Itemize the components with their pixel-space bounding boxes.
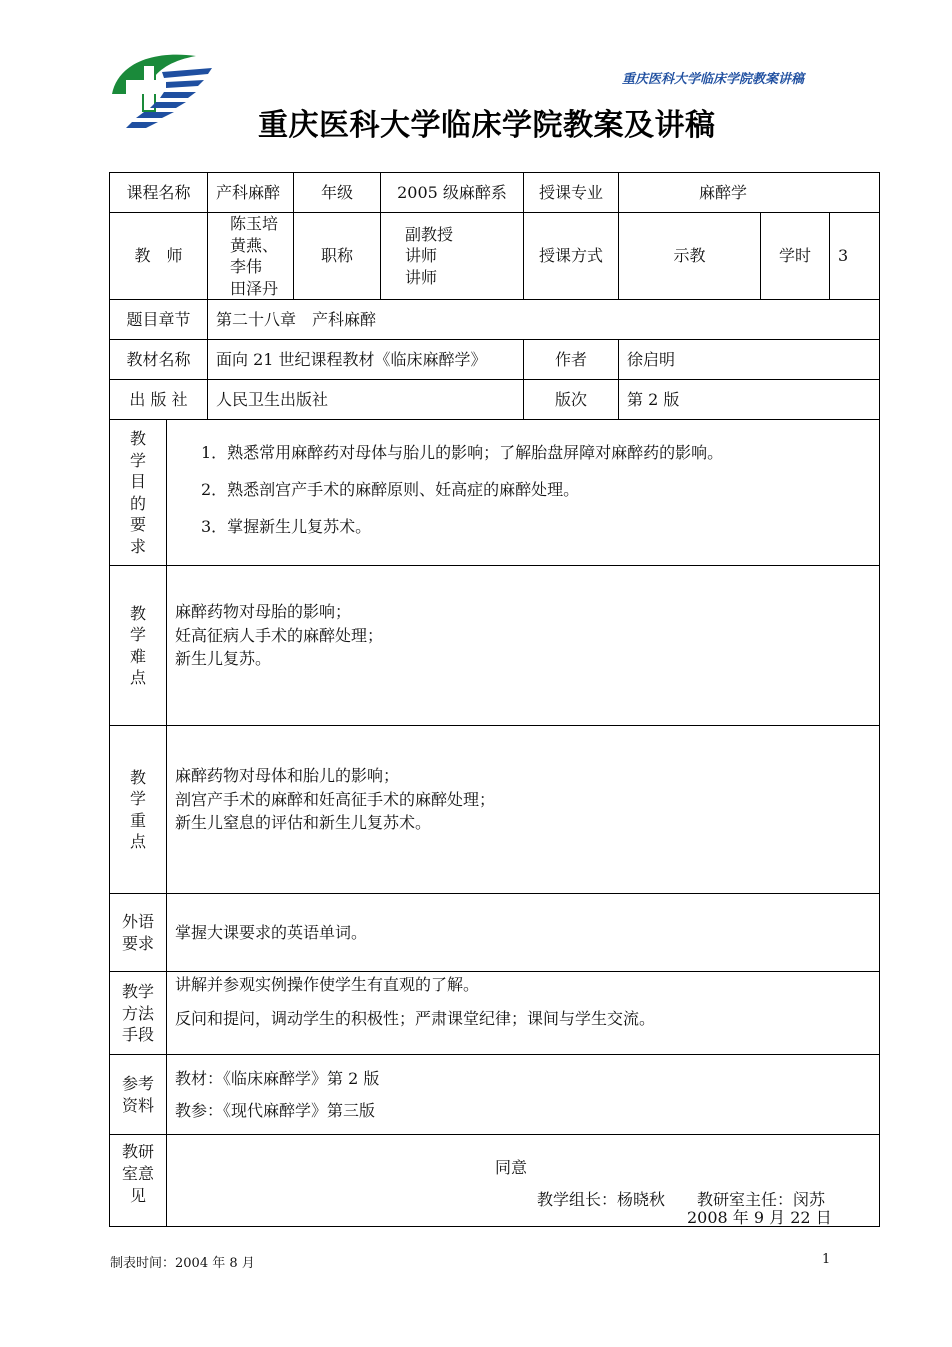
reference-line: 教参：《现代麻醉学》第三版: [175, 1100, 376, 1120]
hours-label: 学时: [761, 213, 830, 300]
author-label: 作者: [524, 340, 619, 380]
footer-made-time: 制表时间：2004 年 8 月: [110, 1256, 255, 1271]
goal-item: 3．掌握新生儿复苏术。: [201, 516, 372, 536]
teacher-name: 陈玉培: [230, 214, 279, 233]
opinion-label: 教研 室意 见: [110, 1135, 167, 1227]
difficulty-line: 麻醉药物对母胎的影响；: [175, 602, 352, 622]
publisher-label: 出 版 社: [110, 380, 208, 420]
method-value: 示教: [619, 213, 761, 300]
header-subtitle: 重庆医科大学临床学院教案讲稿: [622, 72, 805, 87]
difficulty-line: 妊高征病人手术的麻醉处理；: [175, 625, 384, 645]
references-label: 参考 资料: [110, 1055, 167, 1135]
rank-value: 副教授: [405, 224, 454, 244]
page-number: 1: [822, 1252, 831, 1267]
key-points-label: 教 学 重 点: [110, 726, 167, 894]
methods-label: 教学 方法 手段: [110, 972, 167, 1055]
reference-line: 教材：《临床麻醉学》第 2 版: [175, 1069, 380, 1089]
goal-item: 1．熟悉常用麻醉药对母体与胎儿的影响；了解胎盘屏障对麻醉药的影响。: [201, 443, 724, 463]
publisher-value: 人民卫生出版社: [208, 380, 524, 420]
major-value: 麻醉学: [619, 173, 880, 213]
textbook-label: 教材名称: [110, 340, 208, 380]
key-point-line: 麻醉药物对母体和胎儿的影响；: [175, 766, 400, 786]
grade-label: 年级: [294, 173, 381, 213]
edition-label: 版次: [524, 380, 619, 420]
lesson-plan-table: [109, 172, 880, 1227]
chapter-label: 题目章节: [110, 300, 208, 340]
rank-value: 讲师: [405, 267, 438, 287]
author-value: 徐启明: [619, 340, 880, 380]
grade-value: 2005 级麻醉系: [381, 173, 524, 213]
key-point-line: 剖宫产手术的麻醉和妊高征手术的麻醉处理；: [175, 789, 496, 809]
goals-label: 教 学 目 的 要 求: [110, 420, 167, 566]
method-line: 讲解并参观实例操作使学生有直观的了解。: [175, 975, 480, 995]
opinion-signers: 教学组长：杨晓秋 教研室主任：闵苏: [537, 1190, 826, 1210]
foreign-text: 掌握大课要求的英语单词。: [167, 894, 880, 972]
hospital-cross-logo-icon: [104, 46, 216, 130]
textbook-value: 面向 21 世纪课程教材《临床麻醉学》: [208, 340, 524, 380]
course-label: 课程名称: [110, 173, 208, 213]
difficulty-line: 新生儿复苏。: [175, 648, 272, 668]
opinion-date: 2008 年 9 月 22 日: [687, 1208, 832, 1228]
course-value: 产科麻醉: [208, 173, 294, 213]
goal-item: 2．熟悉剖宫产手术的麻醉原则、妊高症的麻醉处理。: [201, 479, 580, 499]
opinion-text: 同意: [495, 1158, 528, 1178]
method-line: 反问和提问，调动学生的积极性；严肃课堂纪律；课间与学生交流。: [175, 1008, 656, 1028]
page-title: 重庆医科大学临床学院教案及讲稿: [258, 108, 716, 143]
teacher-label: 教 师: [110, 213, 208, 300]
chapter-value: 第二十八章 产科麻醉: [208, 300, 880, 340]
foreign-label: 外语 要求: [110, 894, 167, 972]
method-label: 授课方式: [524, 213, 619, 300]
rank-value: 讲师: [405, 246, 438, 266]
teacher-name: 田泽丹: [230, 278, 279, 298]
teacher-name: 黄燕、李伟: [230, 235, 279, 277]
key-point-line: 新生儿窒息的评估和新生儿复苏术。: [175, 812, 432, 832]
rank-label: 职称: [294, 213, 381, 300]
difficulties-label: 教 学 难 点: [110, 566, 167, 726]
hours-value: 3: [830, 213, 880, 300]
major-label: 授课专业: [524, 173, 619, 213]
edition-value: 第 2 版: [619, 380, 880, 420]
